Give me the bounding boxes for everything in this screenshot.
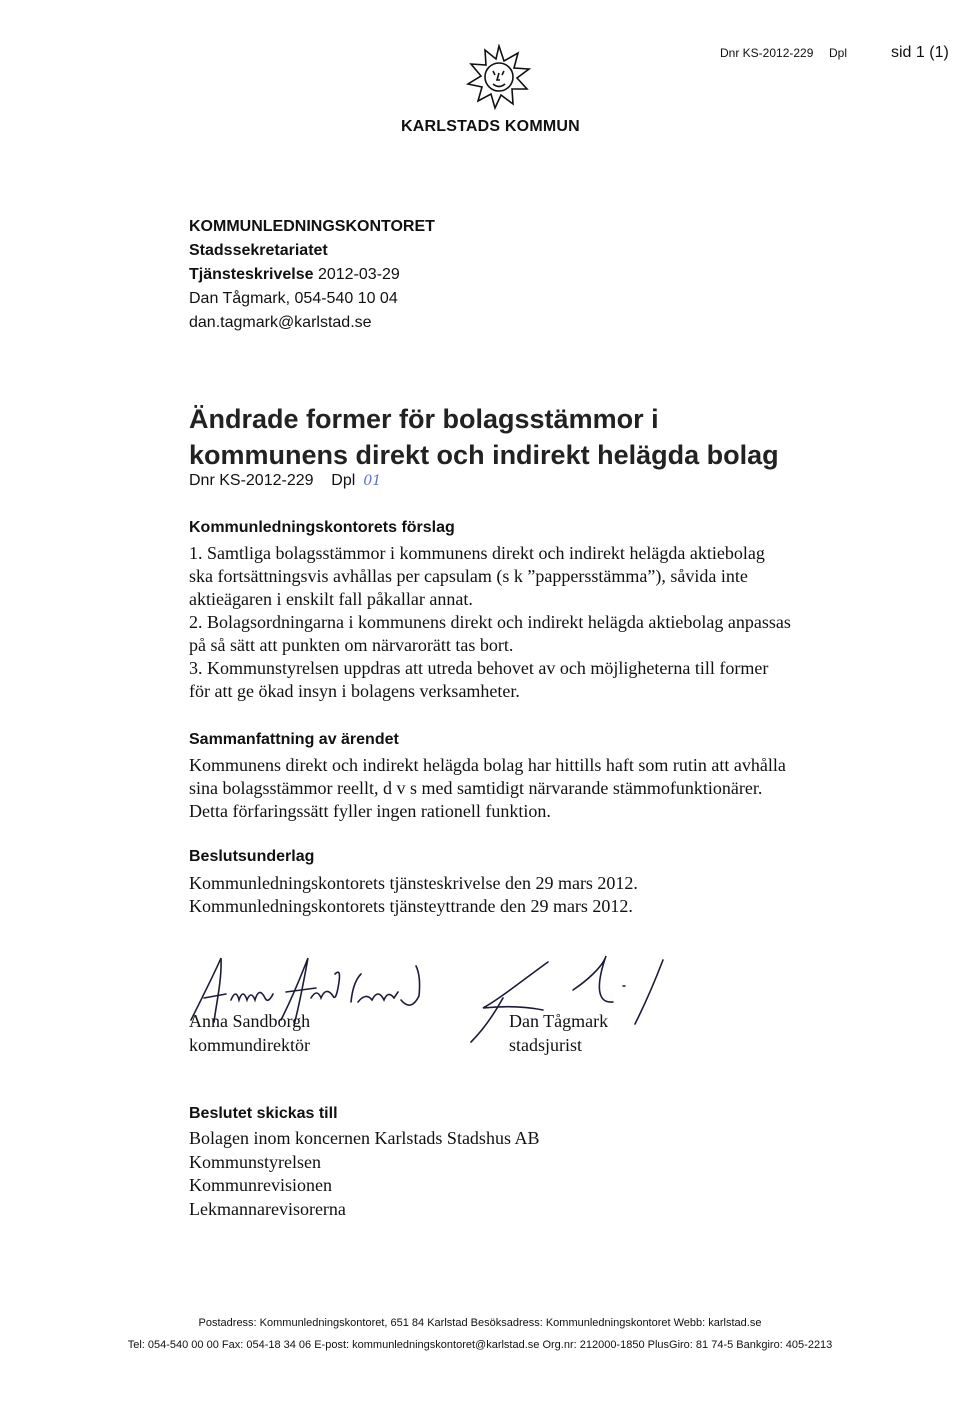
title-line-2: kommunens direkt och indirekt helägda bolag — [189, 440, 779, 470]
recipient-item: Kommunrevisionen — [189, 1175, 332, 1195]
title-line-1: Ändrade former för bolagsstämmor i — [189, 404, 659, 434]
header-dnr: Dnr KS-2012-229 — [720, 46, 814, 60]
basis-heading: Beslutsunderlag — [189, 848, 315, 865]
summary-text — [189, 754, 786, 823]
signatory-right-name: Dan Tågmark — [509, 1011, 609, 1031]
proposal-line: 2. Bolagsordningarna i kommunens direkt och indirekt helägda aktiebolag anpassas — [189, 612, 791, 632]
proposal-line: på så sätt att punkten om närvarorätt tas bort. — [189, 635, 514, 655]
proposal-line: 1. Samtliga bolagsstämmor i kommunens direkt och indirekt helägda aktiebolag — [189, 543, 765, 563]
reference-line — [189, 472, 381, 490]
office-name: KOMMUNLEDNINGSKONTORET — [189, 218, 435, 235]
signatory-left-title: kommundirektör — [189, 1035, 310, 1055]
contact: Dan Tågmark, 054-540 10 04 — [189, 290, 398, 307]
recipient-item: Kommunstyrelsen — [189, 1151, 321, 1172]
footer-contact: Tel: 054-540 00 00 Fax: 054-18 34 06 E-post: kommunledningskontoret@karlstad.se Org.nr: 212000-1850 PlusGiro: 81 74-5 Bankgiro: 405-2213 — [127, 1339, 833, 1351]
doc-type: Tjänsteskrivelse — [189, 266, 314, 283]
sent-to-heading: Beslutet skickas till — [189, 1105, 338, 1122]
basis-line: Kommunledningskontorets tjänsteskrivelse den 29 mars 2012. — [189, 873, 638, 893]
proposal-line: för att ge ökad insyn i bolagens verksamheter. — [189, 681, 520, 701]
proposal-text — [189, 542, 791, 703]
organization-name: KARLSTADS KOMMUN — [401, 118, 580, 135]
sun-face-logo-icon — [466, 44, 532, 110]
email: dan.tagmark@karlstad.se — [189, 314, 372, 331]
basis-text — [189, 872, 638, 918]
basis-line: Kommunledningskontorets tjänsteyttrande den 29 mars 2012. — [189, 896, 633, 916]
proposal-line: ska fortsättningsvis avhållas per capsulam (s k ”pappersstämma”), såvida inte — [189, 566, 748, 586]
summary-line: sina bolagsstämmor reellt, d v s med samtidigt närvarande stämmofunktionärer. — [189, 778, 763, 798]
sender-block — [189, 215, 435, 335]
reference-dpl: Dpl — [331, 472, 356, 489]
doc-type-line — [189, 263, 435, 287]
summary-line: Kommunens direkt och indirekt helägda bolag har hittills haft som rutin att avhålla — [189, 755, 786, 775]
recipient-item: Bolagen inom koncernen Karlstads Stadshus AB — [189, 1128, 540, 1148]
recipient-item: Lekmannarevisorerna — [189, 1198, 346, 1219]
recipient-list — [189, 1127, 539, 1221]
proposal-heading: Kommunledningskontorets förslag — [189, 519, 455, 536]
summary-line: Detta förfaringssätt fyller ingen rationell funktion. — [189, 801, 551, 821]
proposal-line: 3. Kommunstyrelsen uppdras att utreda behovet av och möjligheterna till former — [189, 658, 769, 678]
footer-address: Postadress: Kommunledningskontoret, 651 84 Karlstad Besöksadress: Kommunledningskontoret Webb: karlstad.se — [198, 1317, 762, 1329]
unit-name: Stadssekretariatet — [189, 242, 328, 259]
signatory-right-title: stadsjurist — [509, 1035, 583, 1055]
doc-date: 2012-03-29 — [317, 266, 400, 283]
header-dpl: Dpl — [829, 46, 848, 60]
summary-heading: Sammanfattning av ärendet — [189, 731, 399, 748]
proposal-line: aktieägaren i enskilt fall påkallar annat. — [189, 589, 473, 609]
handwritten-dpl-number: 01 — [363, 473, 382, 489]
signatory-left-name: Anna Sandborgh — [189, 1011, 311, 1031]
page-number: sid 1 (1) — [891, 44, 949, 61]
reference-dnr: Dnr KS-2012-229 — [189, 472, 314, 489]
document-title — [189, 401, 779, 473]
